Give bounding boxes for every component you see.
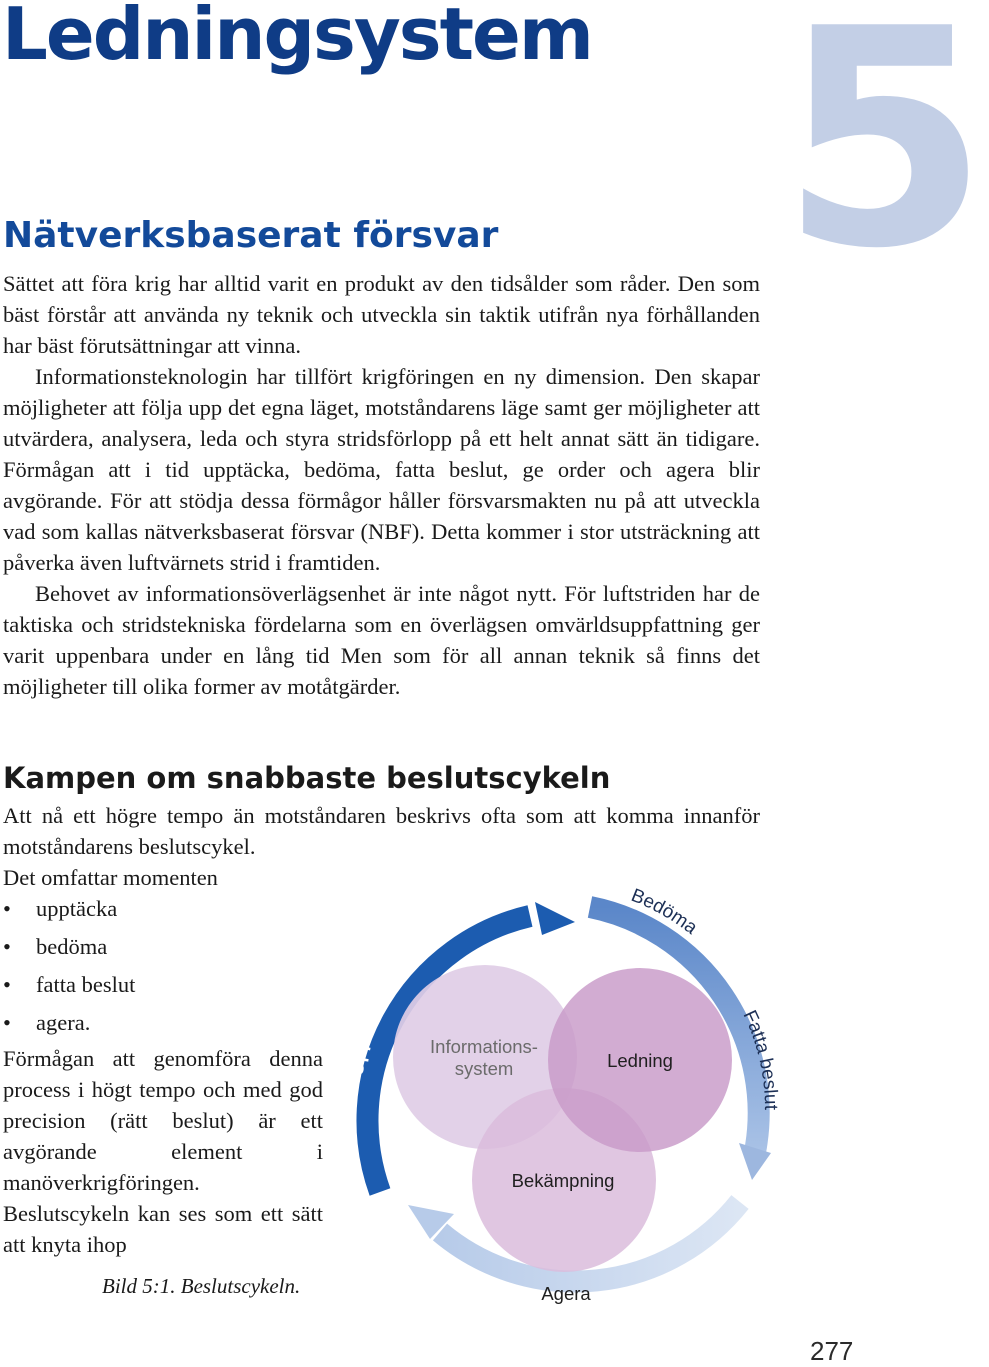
list-item-label: bedöma — [36, 934, 108, 959]
paragraph: Att nå ett högre tempo än motståndaren beskrivs ofta som att komma innanför motståndarens beslutscykel. — [3, 803, 760, 859]
bullet-marker: • — [3, 1010, 11, 1035]
label-system: system — [454, 1058, 514, 1079]
closing-paragraph: Förmågan att genomföra denna process i högt tempo och med god precision (rätt beslut) är ett avgörande element i manöverkrigföringen. Beslutscykeln kan ses som ett sätt att knyta ihop — [3, 1046, 323, 1257]
label-upptacka: Upptäcka — [346, 986, 390, 1077]
decision-cycle-diagram — [330, 862, 960, 1322]
section-heading: Nätverksbaserat försvar — [3, 215, 499, 256]
paragraph: Sättet att föra krig har alltid varit en produkt av den tidsålder som råder. Den som bäst förstår att använda ny teknik och utveckla sin taktik utifrån nya förhållanden har bäst förutsättningar att vinna. — [3, 271, 760, 358]
arrowhead-upptacka — [535, 902, 575, 935]
page-number: 277 — [810, 1336, 854, 1366]
bullet-marker: • — [3, 934, 11, 959]
chapter-number: 5 — [780, 0, 989, 314]
label-bekampning: Bekämpning — [511, 1170, 615, 1191]
paragraph: Behovet av informationsöverlägsenhet är inte något nytt. För luftstriden har de taktiska och stridstekniska fördelarna som en överlägsen omvärldsuppfattning ger varit uppenbara under en lång tid Men som för all annan teknik så finns det möjligheter till olika former av motåtgärder. — [3, 581, 760, 699]
label-ledning: Ledning — [607, 1050, 673, 1071]
list-item-label: upptäcka — [36, 896, 118, 921]
bullet-marker: • — [3, 896, 11, 921]
list-intro: Det omfattar momenten — [3, 865, 218, 890]
paragraph: Informationsteknologin har tillfört krigföringen en ny dimension. Den skapar möjligheter att följa upp det egna läget, motståndarens läge samt ger möjligheter att utvärdera, analysera, leda och styra stridsförlopp på ett helt annat sätt än tidigare. Förmågan att i tid upptäcka, bedöma, fatta beslut, ge order och agera blir avgörande. För att stödja dessa förmågor håller försvarsmakten nu på att utveckla vad som kallas nätverksbaserat försvar (NBF). Detta kommer i stor utsträckning att påverka även luftvärnets strid i framtiden. — [3, 364, 760, 575]
bullet-marker: • — [3, 972, 11, 997]
label-bedoma: Bedöma — [628, 885, 702, 939]
subsection-heading: Kampen om snabbaste beslutscykeln — [3, 761, 611, 795]
list-item-label: fatta beslut — [36, 972, 136, 997]
figure-caption: Bild 5:1. Beslutscykeln. — [102, 1274, 301, 1298]
label-informations: Informations- — [430, 1036, 538, 1057]
chapter-title: Ledningsystem — [2, 0, 592, 76]
label-fatta-beslut: Fatta beslut — [738, 1007, 781, 1110]
label-agera: Agera — [541, 1283, 591, 1304]
section-body — [3, 268, 760, 702]
list-item-label: agera. — [36, 1010, 91, 1035]
